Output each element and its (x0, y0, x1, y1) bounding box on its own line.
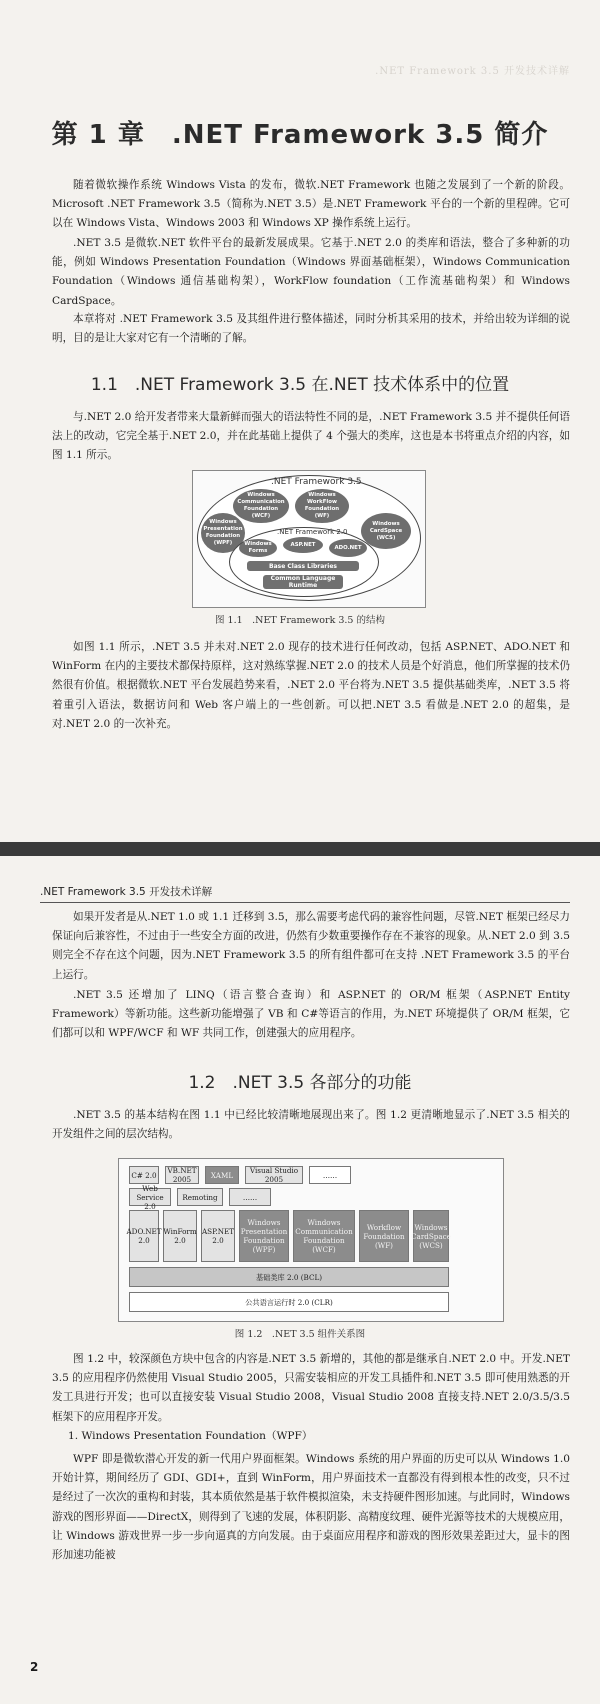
section-1-1-paragraph: 与.NET 2.0 给开发者带来大量新鲜而强大的语法特性不同的是，.NET Framework 3.5 并不提供任何语法上的改动，它完全基于.NET 2.0，并在此基础上提供了 4 个强大的类库，这也是本书将重点介绍的内容，如图 1.1 所示。 (52, 411, 570, 462)
page-number: 2 (30, 1660, 39, 1674)
linq-paragraph: .NET 3.5 还增加了 LINQ（语言整合查询）和 ASP.NET 的 OR/M 框架（ASP.NET Entity Framework）等新功能。这些新功能增强了 VB 和 C#等语言的作用，为.NET 环境提供了 OR/M 框架，它们都可以和 WPF/WCF 和 WF 共同工作，创建强大的应用程序。 (52, 989, 570, 1040)
after-figure-paragraph: 如图 1.1 所示，.NET 3.5 并未对.NET 2.0 现存的技术进行任何改动，包括 ASP.NET、ADO.NET 和 WinForm 在内的主要技术都保持原样，这对熟练掌握.NET 2.0 的技术人员是个好消息，他们所掌握的技术仍然很有价值。根据微软.NET 平台发展趋势来看，.NET 2.0 平台将为.NET 3.5 提供基础类库，.NET 3.5 将着重引入语法，数据访问和 Web 客户端上的一些创新。可以把.NET 3.5 看做是.NET 2.0 的超集，是对.NET 2.0 的一次补充。 (52, 641, 570, 730)
clr-bar: Common Language Runtime (263, 575, 343, 589)
figure-1-2 (118, 1158, 504, 1322)
bcl-block: 基础类库 2.0 (BCL) (129, 1267, 449, 1287)
section-1-2-paragraph: .NET 3.5 的基本结构在图 1.1 中已经比较清晰地展现出来了。图 1.2 更清晰地显示了.NET 3.5 相关的开发组件之间的层次结构。 (52, 1109, 570, 1141)
aspnet-ellipse: ASP.NET (283, 537, 323, 553)
cs20-block: C# 2.0 (129, 1166, 159, 1184)
ellipsis-block-2: …… (229, 1188, 271, 1206)
chapter-title: 第 1 章 .NET Framework 3.5 简介 (51, 120, 549, 150)
figure-1-1-caption: 图 1.1 .NET Framework 3.5 的结构 (215, 615, 385, 626)
vbnet-block: VB.NET 2005 (165, 1166, 199, 1184)
page-2 (0, 856, 600, 1704)
section-title-1-1: 1.1 .NET Framework 3.5 在.NET 技术体系中的位置 (90, 375, 510, 395)
xaml-block: XAML (205, 1166, 239, 1184)
wcf-ellipse: Windows Communication Foundation (WCF) (233, 489, 289, 523)
intro-paragraph-3: 本章将对 .NET Framework 3.5 及其组件进行整体描述，同时分析其采用的技术，并给出较为详细的说明，目的是让大家对它有一个清晰的了解。 (52, 313, 570, 345)
winform-block: WinForm 2.0 (163, 1210, 197, 1262)
wf-ellipse: Windows WorkFlow Foundation (WF) (295, 489, 349, 523)
wpf-paragraph: WPF 即是微软潜心开发的新一代用户界面框架。Windows 系统的用户界面的历史可以从 Windows 1.0 开始计算，期间经历了 GDI、GDI+，直到 WinForm，用户界面技术一直都没有得到根本性的改变，只不过是经过了一次次的重构和封装，其本质依然是基于软件模拟渲染，未支持硬件图形加速。与此同时，Windows 游戏的图形界面——DirectX，则得到了飞速的发展，体积阴影、高精度纹理、硬件光源等技术的大规模应用，让 Windows 游戏世界一步一步向逼真的方向发展。由于桌面应用程序和游戏的图形效果差距过大，显卡的图形加速功能被 (52, 1453, 570, 1562)
webservice-block: Web Service 2.0 (129, 1188, 171, 1206)
compat-paragraph: 如果开发者是从.NET 1.0 或 1.1 迁移到 3.5，那么需要考虑代码的兼容性问题，尽管.NET 框架已经尽力保证向后兼容性，不过由于一些安全方面的改进，仍然有少数重要操作存在不兼容的现象。从.NET 2.0 到 3.5 则完全不存在这个问题，因为.NET Framework 3.5 的所有组件都可在支持 .NET Framework 3.5 的平台上运行。 (52, 911, 570, 981)
adonet-ellipse: ADO.NET (329, 539, 367, 557)
after-figure-paragraph-2: 图 1.2 中，较深颜色方块中包含的内容是.NET 3.5 新增的，其他的都是继承自.NET 2.0 中。开发.NET 3.5 的应用程序仍然使用 Visual Studio 2005，只需安装相应的开发工具插件和.NET 3.5 即可使用熟悉的开发工具进行开发；也可以直接安装 Visual Studio 2008，Visual Studio 2008 直接支持.NET 2.0/3.5/3.5 框架下的应用程序开发。 (52, 1353, 570, 1423)
adonet-block: ADO.NET 2.0 (129, 1210, 159, 1262)
ellipsis-block-1: …… (309, 1166, 351, 1184)
intro-paragraph-2: .NET 3.5 是微软.NET 软件平台的最新发展成果。它基于.NET 2.0 的类库和语法，整合了多种新的功能，例如 Windows Presentation Foundation（Windows 界面基础框架），Windows Communication Foundation（Windows 通信基础构架），WorkFlow foundation（工作流基础构架）和 Windows CardSpace。 (52, 237, 570, 307)
base-class-libraries-bar: Base Class Libraries (247, 561, 359, 571)
running-header: .NET Framework 3.5 开发技术详解 (40, 886, 213, 898)
figure-1-1 (192, 470, 426, 608)
wcf-block: Windows Communication Foundation (WCF) (293, 1210, 355, 1262)
wpf-block: Windows Presentation Foundation (WPF) (239, 1210, 289, 1262)
wcs-block: Windows CardSpace (WCS) (413, 1210, 449, 1262)
clr-block: 公共语言运行时 2.0 (CLR) (129, 1292, 449, 1312)
bleed-through-header: .NET Framework 3.5 开发技术详解 (375, 66, 570, 77)
intro-paragraph-1: 随着微软操作系统 Windows Vista 的发布，微软.NET Framework 也随之发展到了一个新的阶段。Microsoft .NET Framework 3.5（简称为.NET 3.5）是.NET Framework 平台的一个新的里程碑。它可以在 Windows Vista、Windows 2003 和 Windows XP 操作系统上运行。 (52, 179, 570, 230)
vs2005-block: Visual Studio 2005 (245, 1166, 303, 1184)
aspnet-block: ASP.NET 2.0 (201, 1210, 235, 1262)
header-rule (40, 902, 570, 903)
subsection-title-wpf: 1. Windows Presentation Foundation（WPF） (68, 1430, 313, 1442)
wf-block: Workflow Foundation (WF) (359, 1210, 409, 1262)
page-1 (0, 0, 600, 842)
winforms-ellipse: Windows Forms (239, 539, 277, 557)
wcs-ellipse: Windows CardSpace (WCS) (361, 513, 411, 549)
inner-label: .NET Framework 2.0 (277, 528, 348, 536)
remoting-block: Remoting (177, 1188, 223, 1206)
section-title-1-2: 1.2 .NET 3.5 各部分的功能 (188, 1073, 412, 1093)
wpf-ellipse: Windows Presentation Foundation (WPF) (201, 513, 245, 553)
figure-1-2-caption: 图 1.2 .NET 3.5 组件关系图 (234, 1329, 366, 1340)
outer-label: .NET Framework 3.5 (271, 477, 362, 487)
